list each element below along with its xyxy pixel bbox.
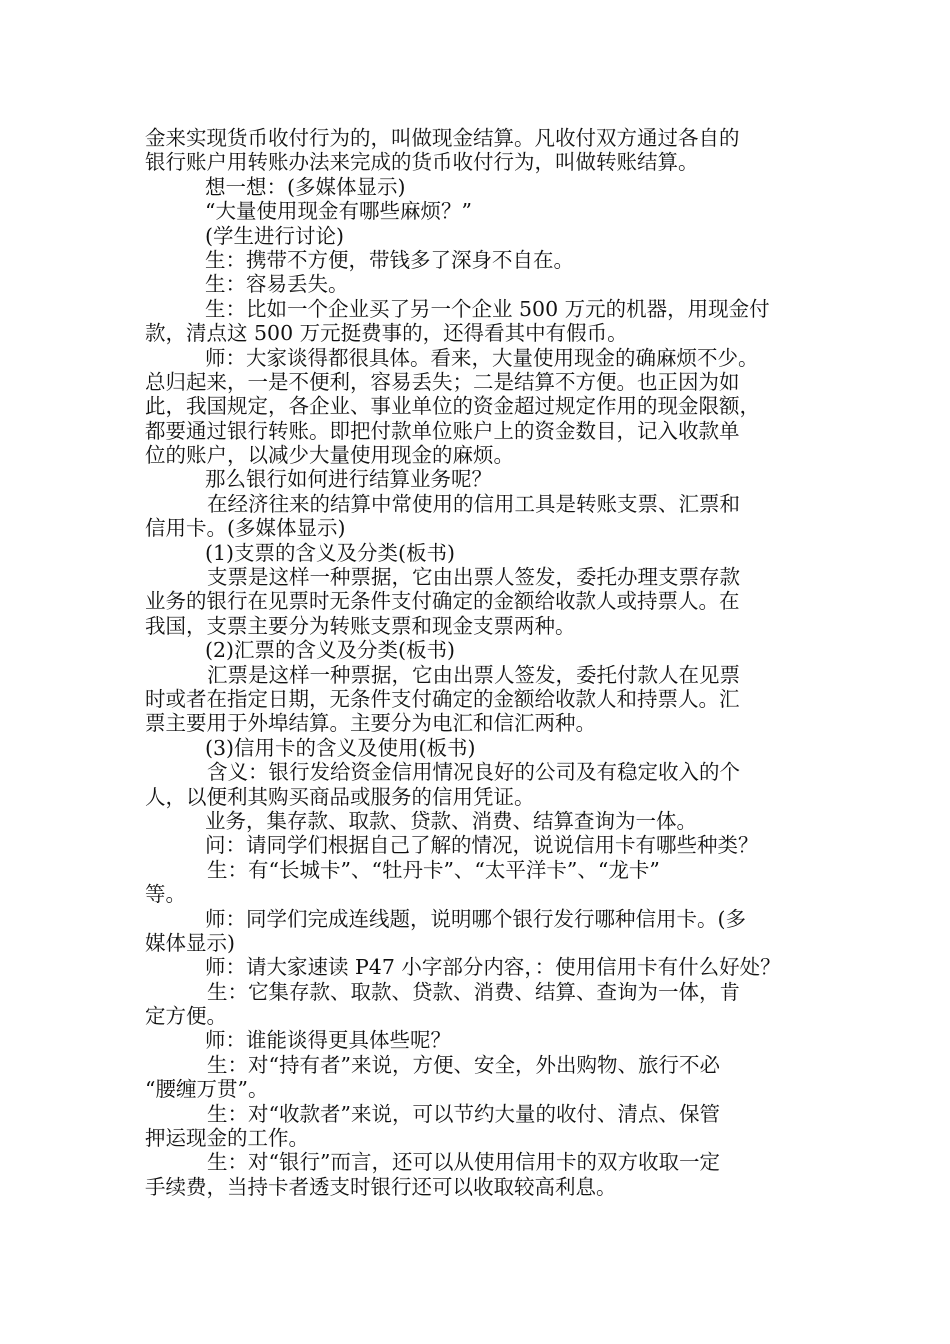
text-line: 金来实现货币收付行为的，叫做现金结算。凡收付双方通过各自的 [145,126,740,150]
document-body [145,126,810,1199]
text-line: (学生进行讨论) [205,223,344,248]
text-line: 总归起来，一是不便利，容易丢失；二是结算不方便。也正因为如 [145,369,740,394]
text-line: 押运现金的工作。 [145,1126,309,1151]
text-line: 手续费，当持卡者透支时银行还可以收取较高利息。 [145,1174,617,1199]
text-line: 支票是这样一种票据，它由出票人签发，委托办理支票存款 [207,565,740,590]
text-line: 师：请大家速读 P47 小字部分内容，：使用信用卡有什么好处？ [205,955,781,980]
text-line: 定方便。 [145,1004,227,1029]
text-line: 都要通过银行转账。即把付款单位账户上的资金数目，记入收款单 [145,418,740,443]
text-line: 想一想：(多媒体显示) [205,174,406,199]
text-line: 生：它集存款、取款、贷款、消费、结算、查询为一体，肯 [207,979,740,1004]
text-line: 生：对“银行”而言，还可以从使用信用卡的双方收取一定 [207,1150,720,1175]
text-line: 生：对“收款者”来说，可以节约大量的收付、清点、保管 [207,1101,720,1126]
text-line: 在经济往来的结算中常使用的信用工具是转账支票、汇票和 [207,491,740,516]
text-line: 问：请同学们根据自己了解的情况，说说信用卡有哪些种类？ [205,833,759,858]
text-line: 汇票是这样一种票据，它由出票人签发，委托付款人在见票 [207,662,740,687]
text-line: 师：大家谈得都很具体。看来，大量使用现金的确麻烦不少。 [205,345,759,370]
text-line: 业务，集存款、取款、贷款、消费、结算查询为一体。 [205,808,697,833]
text-line: 票主要用于外埠结算。主要分为电汇和信汇两种。 [145,711,596,736]
text-line: 款，清点这 500 万元挺费事的，还得看其中有假币。 [145,321,628,346]
text-line: 师：同学们完成连线题，说明哪个银行发行哪种信用卡。(多 [205,906,746,931]
text-line: 位的账户，以减少大量使用现金的麻烦。 [145,443,514,468]
text-line: (2)汇票的含义及分类(板书) [205,638,456,663]
text-line: 银行账户用转账办法来完成的货币收付行为，叫做转账结算。 [145,150,699,175]
text-line: 生：携带不方便，带钱多了深身不自在。 [205,247,574,272]
text-line: 媒体显示) [145,930,235,955]
text-line: 生：对“持有者”来说，方便、安全，外出购物、旅行不必 [207,1052,720,1077]
text-line: 时或者在指定日期，无条件支付确定的金额给收款人和持票人。汇 [145,686,740,711]
text-line: 那么银行如何进行结算业务呢？ [205,467,492,492]
text-line: 生：比如一个企业买了另一个企业 500 万元的机器，用现金付 [205,296,770,321]
text-line: 业务的银行在见票时无条件支付确定的金额给收款人或持票人。在 [145,589,740,614]
text-line: 人，以便利其购买商品或服务的信用凭证。 [145,784,535,809]
text-line: 信用卡。(多媒体显示) [145,516,346,541]
text-line: “大量使用现金有哪些麻烦？” [205,199,472,224]
text-line: “腰缠万贯”。 [145,1077,269,1102]
text-line: (1)支票的含义及分类(板书) [205,540,456,565]
text-line: 等。 [145,882,186,907]
text-line: 含义：银行发给资金信用情况良好的公司及有稳定收入的个 [207,760,740,785]
text-line: 此，我国规定，各企业、事业单位的资金超过规定作用的现金限额， [145,394,760,419]
text-line: 师：谁能谈得更具体些呢？ [205,1028,451,1053]
text-line: (3)信用卡的含义及使用(板书) [205,735,476,760]
text-line: 生：有“长城卡”、“牡丹卡”、“太平洋卡”、“龙卡” [207,857,660,882]
text-line: 我国，支票主要分为转账支票和现金支票两种。 [145,613,576,638]
text-line: 生：容易丢失。 [205,272,349,297]
